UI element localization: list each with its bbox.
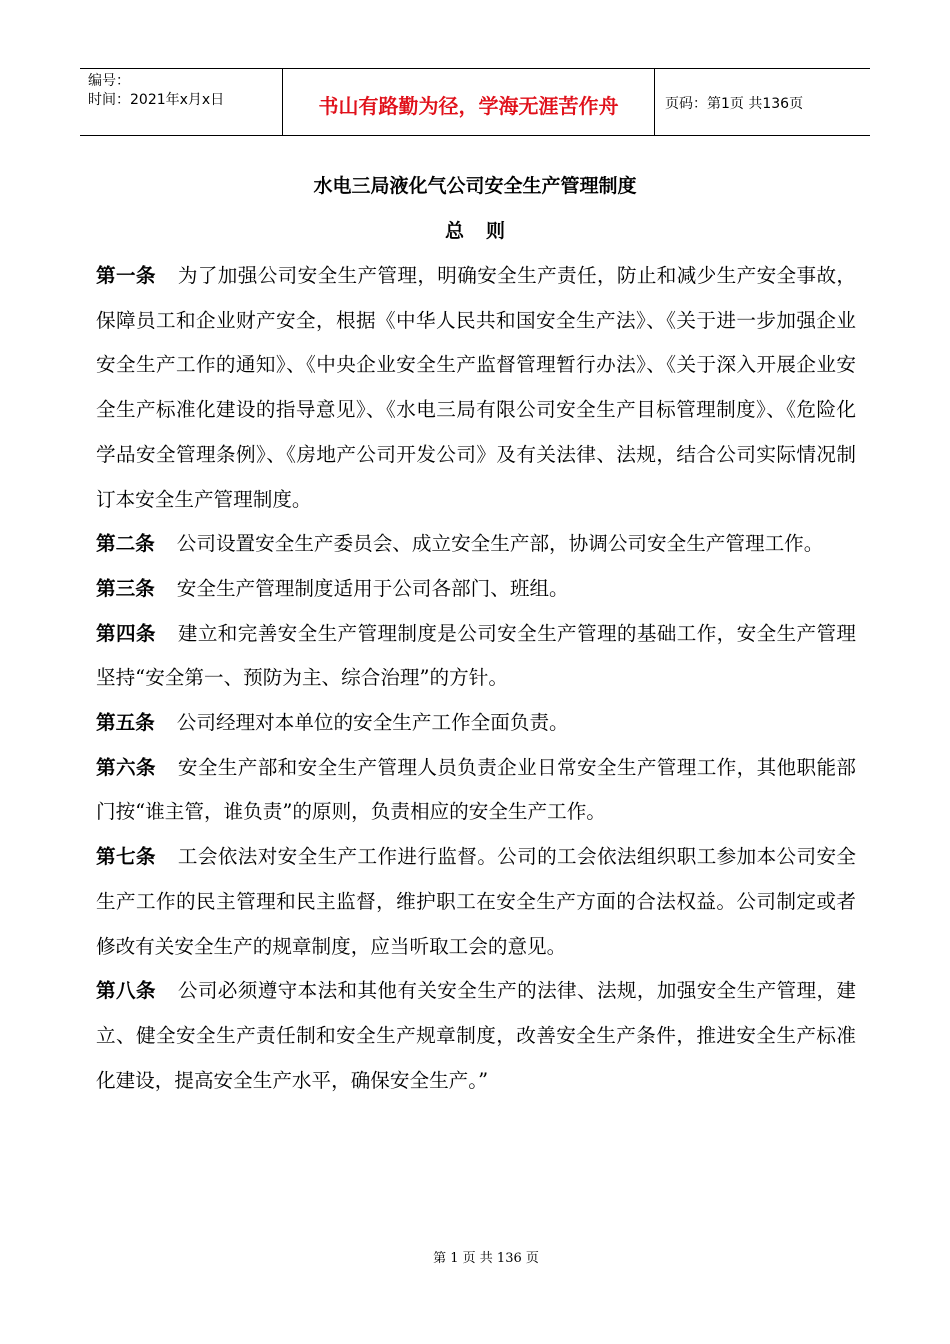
document-date-label: 时间：2021年x月x日 (88, 92, 225, 108)
article-3 (96, 567, 856, 612)
article-6 (96, 746, 856, 835)
page-header (80, 68, 870, 136)
section-title: 总则 (444, 220, 527, 242)
article-text: 安全生产部和安全生产管理人员负责企业日常安全生产管理工作，其他职能部门按“谁主管，谁负责”的原则，负责相应的安全生产工作。 (96, 755, 857, 824)
article-text: 安全生产管理制度适用于公司各部门、班组。 (176, 576, 569, 600)
article-label: 第八条 (96, 979, 156, 1003)
article-2 (96, 522, 856, 567)
article-text: 工会依法对安全生产工作进行监督。公司的工会依法组织职工参加本公司安全生产工作的民主管理和民主监督，维护职工在安全生产方面的合法权益。公司制定或者修改有关安全生产的规章制度，应当听取工会的意见。 (96, 845, 857, 958)
document-number-label: 编号： (88, 73, 130, 89)
article-label: 第一条 (96, 264, 156, 287)
article-label: 第二条 (96, 532, 155, 556)
page-footer: 第 1 页 共 136 页 (433, 1251, 539, 1266)
article-label: 第四条 (96, 621, 156, 645)
header-meta-cell (80, 69, 283, 135)
header-motto: 书山有路勤为径，学海无涯苦作舟 (283, 69, 655, 135)
article-7 (96, 835, 856, 969)
article-4 (96, 612, 856, 701)
article-text: 建立和完善安全生产管理制度是公司安全生产管理的基础工作，安全生产管理坚持“安全第一、预防为主、综合治理”的方针。 (96, 621, 857, 690)
header-page-info: 页码：第1页 共136页 (665, 96, 804, 112)
article-text: 为了加强公司安全生产管理，明确安全生产责任，防止和减少生产安全事故，保障员工和企业财产安全，根据《中华人民共和国安全生产法》、《关于进一步加强企业安全生产工作的通知》、《中央企业安全生产监督管理暂行办法》、《关于深入开展企业安全生产标准化建设的指导意见》、《水电三局有限公司安全生产目标管理制度》、《危险化学品安全管理条例》、《房地产公司开发公司》及有关法律、法规，结合公司实际情况制订本安全生产管理制度。 (96, 264, 857, 511)
article-label: 第三条 (96, 576, 155, 600)
article-1 (96, 254, 856, 522)
document-title: 水电三局液化气公司安全生产管理制度 (313, 175, 637, 197)
article-text: 公司设置安全生产委员会、成立安全生产部，协调公司安全生产管理工作。 (176, 532, 824, 556)
article-label: 第六条 (96, 755, 156, 779)
article-text: 公司经理对本单位的安全生产工作全面负责。 (176, 711, 569, 735)
article-8 (96, 969, 856, 1103)
article-label: 第五条 (96, 711, 155, 735)
article-label: 第七条 (96, 845, 156, 869)
document-body (96, 254, 856, 1103)
article-text: 公司必须遵守本法和其他有关安全生产的法律、法规，加强安全生产管理，建立、健全安全生产责任制和安全生产规章制度，改善安全生产条件，推进安全生产标准化建设，提高安全生产水平，确保安全生产。” (96, 979, 857, 1092)
article-5 (96, 701, 856, 746)
